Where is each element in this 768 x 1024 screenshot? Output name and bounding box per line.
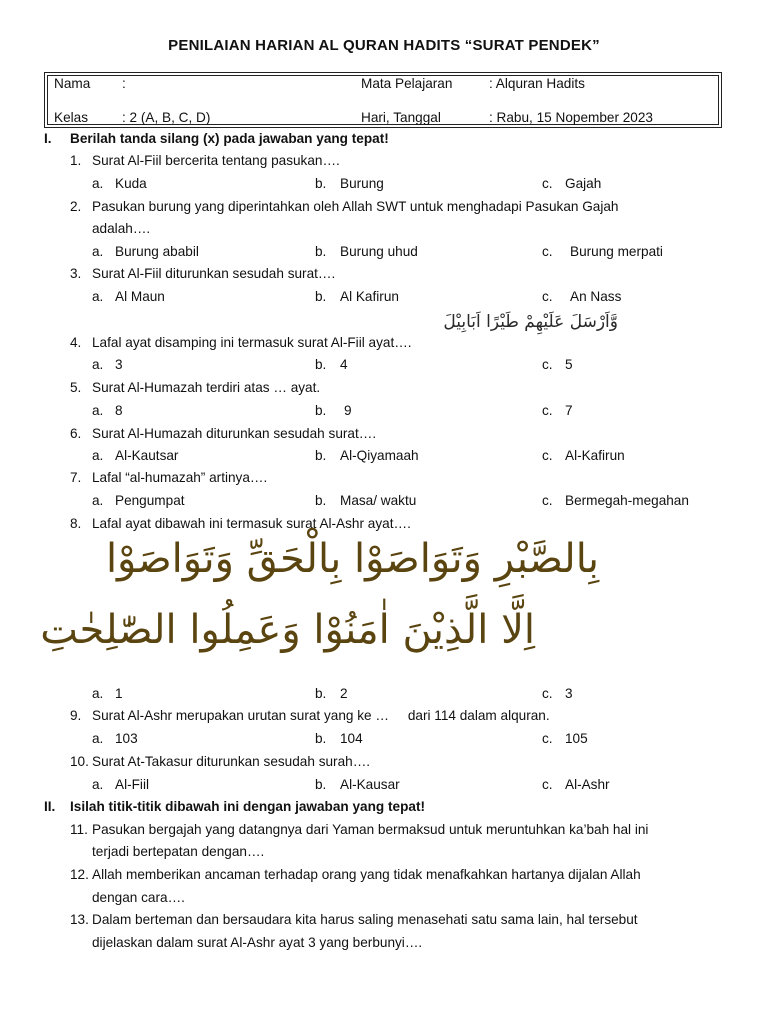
option-text: Pengumpat (115, 493, 185, 508)
option-text: Bermegah-megahan (565, 493, 689, 508)
option-letter: b. (315, 244, 327, 259)
question-text-continued: dengan cara…. (92, 890, 185, 905)
option-text: 5 (565, 357, 573, 372)
question-number: 1. (70, 153, 82, 168)
option-letter: b. (315, 777, 327, 792)
option-letter: a. (92, 731, 104, 746)
option-letter: b. (315, 448, 327, 463)
question-text: Dalam berteman dan bersaudara kita harus saling menasehati satu sama lain, hal tersebut (92, 912, 638, 927)
option-text: Al-Kautsar (115, 448, 179, 463)
option-letter: c. (542, 448, 553, 463)
option-letter: a. (92, 244, 104, 259)
option-text: Al-Kausar (340, 777, 400, 792)
option-text: 4 (340, 357, 348, 372)
question-number: 9. (70, 708, 82, 723)
question-text: Surat Al-Humazah diturunkan sesudah surat…. (92, 426, 377, 441)
kelas-label: Kelas (54, 110, 89, 125)
option-text: Burung uhud (340, 244, 418, 259)
option-letter: a. (92, 289, 104, 304)
option-letter: c. (542, 403, 553, 418)
option-letter: c. (542, 731, 553, 746)
hari-label: Hari, Tanggal (361, 110, 441, 125)
nama-label: Nama (54, 76, 91, 91)
question-number: 12. (70, 867, 89, 882)
question-number: 7. (70, 470, 82, 485)
question-text: Surat At-Takasur diturunkan sesudah surah…. (92, 754, 371, 769)
option-text: 9 (344, 403, 352, 418)
option-text: 3 (115, 357, 123, 372)
option-text: Burung merpati (570, 244, 663, 259)
section2-instruction: Isilah titik-titik dibawah ini dengan jawaban yang tepat! (70, 799, 425, 814)
arabic-verse-al-ashr-line-1: بِالصَّبْرِ وَتَوَاصَوْا بِالْحَقِّ وَتَوَاصَوْا (105, 536, 600, 582)
question-number: 10. (70, 754, 89, 769)
option-text: 105 (565, 731, 588, 746)
hari-value: : Rabu, 15 Nopember 2023 (489, 110, 653, 125)
mapel-value: : Alquran Hadits (489, 76, 585, 91)
option-text: An Nass (570, 289, 622, 304)
option-text: 2 (340, 686, 348, 701)
question-text: Lafal “al-humazah” artinya…. (92, 470, 268, 485)
option-letter: b. (315, 403, 327, 418)
question-number: 2. (70, 199, 82, 214)
option-letter: b. (315, 357, 327, 372)
option-text: 7 (565, 403, 573, 418)
question-text-continued: adalah…. (92, 221, 151, 236)
option-text: Burung (340, 176, 384, 191)
option-letter: c. (542, 686, 553, 701)
option-text: 3 (565, 686, 573, 701)
option-text: Masa/ waktu (340, 493, 417, 508)
kelas-value: : 2 (A, B, C, D) (122, 110, 211, 125)
question-number: 4. (70, 335, 82, 350)
arabic-verse-al-ashr-line-2: اِلَّا الَّذِيْنَ اٰمَنُوْا وَعَمِلُوا الصّٰلِحٰتِ (40, 607, 535, 653)
mapel-label: Mata Pelajaran (361, 76, 453, 91)
option-text: Al-Fiil (115, 777, 149, 792)
question-number: 6. (70, 426, 82, 441)
option-text: Burung ababil (115, 244, 199, 259)
option-text: 1 (115, 686, 123, 701)
question-number: 3. (70, 266, 82, 281)
option-letter: b. (315, 731, 327, 746)
question-number: 11. (70, 822, 88, 837)
option-letter: c. (542, 244, 553, 259)
option-text: Al-Ashr (565, 777, 610, 792)
option-letter: c. (542, 357, 553, 372)
option-letter: a. (92, 493, 104, 508)
option-letter: a. (92, 357, 104, 372)
option-letter: b. (315, 686, 327, 701)
option-letter: b. (315, 289, 327, 304)
option-letter: a. (92, 777, 104, 792)
option-letter: a. (92, 686, 104, 701)
question-text: Surat Al-Ashr merupakan urutan surat yang ke … dari 114 dalam alquran. (92, 708, 550, 723)
question-number: 13. (70, 912, 89, 927)
question-text: Lafal ayat disamping ini termasuk surat Al-Fiil ayat…. (92, 335, 412, 350)
question-text: Pasukan bergajah yang datangnya dari Yaman bermaksud untuk meruntuhkan ka’bah hal ini (92, 822, 649, 837)
option-letter: c. (542, 777, 553, 792)
section1-instruction: Berilah tanda silang (x) pada jawaban yang tepat! (70, 131, 389, 146)
option-letter: c. (542, 176, 553, 191)
question-text-continued: terjadi bertepatan dengan…. (92, 844, 265, 859)
question-text: Allah memberikan ancaman terhadap orang yang tidak menafkahkan hartanya dijalan Allah (92, 867, 641, 882)
option-letter: a. (92, 403, 104, 418)
option-text: 104 (340, 731, 363, 746)
section2-number: II. (44, 799, 56, 814)
option-text: 103 (115, 731, 138, 746)
option-letter: c. (542, 289, 553, 304)
option-text: Gajah (565, 176, 602, 191)
option-text: Kuda (115, 176, 147, 191)
nama-value: : (122, 76, 126, 91)
question-text: Pasukan burung yang diperintahkan oleh Allah SWT untuk menghadapi Pasukan Gajah (92, 199, 619, 214)
option-letter: b. (315, 176, 327, 191)
arabic-verse-al-fiil: وَّاَرْسَلَ عَلَيْهِمْ طَيْرًا اَبَابِيْلَ (443, 312, 618, 332)
section1-number: I. (44, 131, 52, 146)
question-text: Surat Al-Humazah terdiri atas … ayat. (92, 380, 321, 395)
question-text-continued: dijelaskan dalam surat Al-Ashr ayat 3 yang berbunyi…. (92, 935, 423, 950)
option-letter: c. (542, 493, 553, 508)
page-title: PENILAIAN HARIAN AL QURAN HADITS “SURAT PENDEK” (168, 37, 600, 54)
option-text: Al-Qiyamaah (340, 448, 419, 463)
option-letter: a. (92, 448, 104, 463)
question-text: Lafal ayat dibawah ini termasuk surat Al-Ashr ayat…. (92, 516, 411, 531)
option-text: Al Kafirun (340, 289, 399, 304)
question-text: Surat Al-Fiil diturunkan sesudah surat…. (92, 266, 336, 281)
question-number: 8. (70, 516, 82, 531)
option-text: 8 (115, 403, 123, 418)
option-text: Al-Kafirun (565, 448, 625, 463)
question-number: 5. (70, 380, 82, 395)
question-text: Surat Al-Fiil bercerita tentang pasukan…. (92, 153, 340, 168)
option-letter: b. (315, 493, 327, 508)
option-text: Al Maun (115, 289, 165, 304)
option-letter: a. (92, 176, 104, 191)
